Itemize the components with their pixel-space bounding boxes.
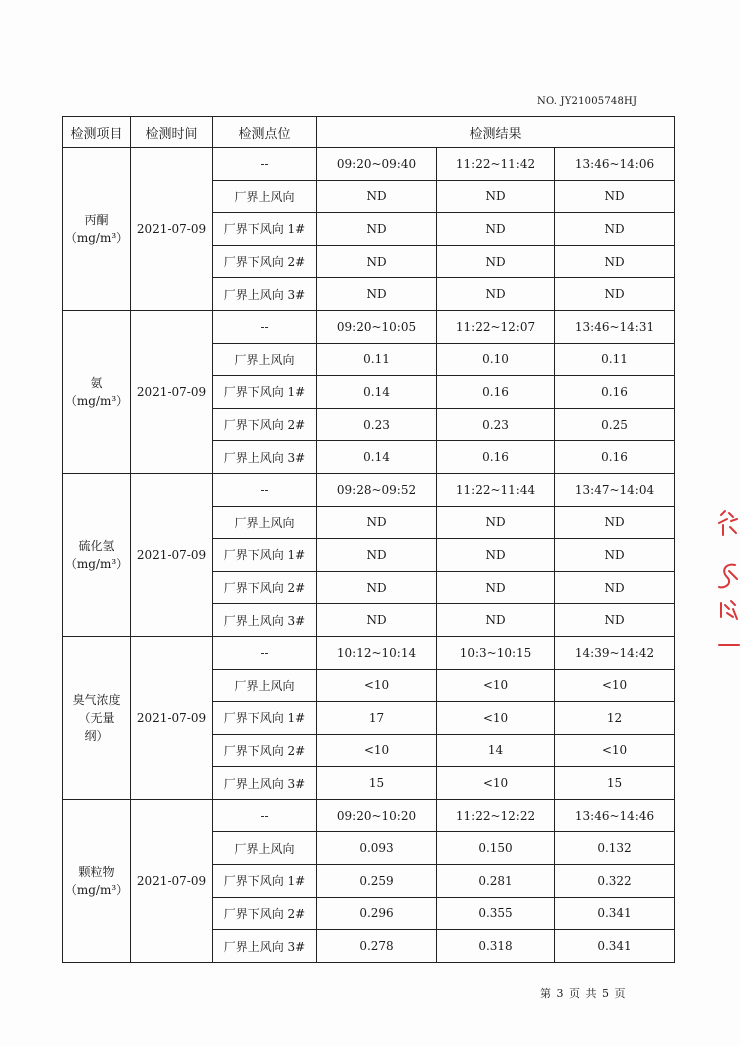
sampling-time-cell: 11:22~12:22 [437,799,555,832]
result-value-cell: 0.355 [437,897,555,930]
point-cell: 厂界下风向 1# [213,213,317,246]
test-item-cell [63,310,131,473]
test-item-text: （mg/m³） [64,556,129,571]
result-value-cell: ND [437,604,555,637]
result-value-cell: 12 [555,702,675,735]
result-value-cell: 0.093 [317,832,437,865]
result-value-cell: ND [555,506,675,539]
test-item-text: 臭气浓度 [72,692,121,707]
header-row [63,117,675,148]
result-value-cell: 17 [317,702,437,735]
sampling-time-cell: 11:22~11:44 [437,473,555,506]
result-value-cell: ND [437,539,555,572]
result-value-cell: 0.25 [555,408,675,441]
time-point-label: -- [213,636,317,669]
result-value-cell: ND [555,278,675,311]
result-value-cell: ND [437,571,555,604]
result-value-cell: <10 [555,734,675,767]
sampling-time-cell: 13:46~14:46 [555,799,675,832]
point-cell: 厂界上风向 3# [213,441,317,474]
test-date-cell: 2021-07-09 [131,799,213,962]
sampling-time-cell: 13:47~14:04 [555,473,675,506]
result-value-cell: <10 [437,767,555,800]
header-point: 检测点位 [213,117,317,148]
time-point-label: -- [213,148,317,181]
page-footer: 第 3 页 共 5 页 [540,987,627,1000]
point-cell: 厂界下风向 2# [213,897,317,930]
sampling-time-cell: 10:3~10:15 [437,636,555,669]
result-value-cell: ND [437,213,555,246]
result-value-cell: ND [437,180,555,213]
result-value-cell: 0.296 [317,897,437,930]
sampling-time-cell: 13:46~14:06 [555,148,675,181]
result-value-cell: ND [317,506,437,539]
result-value-cell: 0.278 [317,930,437,963]
group-time-row [63,310,675,343]
header-result: 检测结果 [317,117,675,148]
result-value-cell: ND [317,539,437,572]
group-time-row [63,636,675,669]
test-item-text: （mg/m³） [64,393,129,408]
result-value-cell: ND [555,180,675,213]
test-item-cell [63,148,131,311]
result-value-cell: ND [555,245,675,278]
test-item-text: 丙酮 [84,212,109,227]
test-item-text: 氨 [90,375,103,390]
point-cell: 厂界上风向 [213,832,317,865]
result-value-cell: <10 [317,669,437,702]
sampling-time-cell: 11:22~12:07 [437,310,555,343]
sampling-time-cell: 10:12~10:14 [317,636,437,669]
test-date-cell: 2021-07-09 [131,473,213,636]
point-cell: 厂界上风向 3# [213,278,317,311]
group-time-row [63,148,675,181]
result-value-cell: ND [317,213,437,246]
result-value-cell: 0.318 [437,930,555,963]
result-value-cell: 0.11 [555,343,675,376]
test-item-cell [63,636,131,799]
result-value-cell: 0.281 [437,865,555,898]
result-value-cell: 0.341 [555,897,675,930]
point-cell: 厂界下风向 2# [213,571,317,604]
result-value-cell: 0.132 [555,832,675,865]
result-value-cell: <10 [317,734,437,767]
test-date-cell: 2021-07-09 [131,310,213,473]
result-value-cell: ND [317,604,437,637]
point-cell: 厂界下风向 2# [213,734,317,767]
result-value-cell: 0.259 [317,865,437,898]
point-cell: 厂界下风向 2# [213,408,317,441]
result-value-cell: 0.150 [437,832,555,865]
sampling-time-cell: 13:46~14:31 [555,310,675,343]
sampling-time-cell: 11:22~11:42 [437,148,555,181]
test-item-text: （mg/m³） [64,882,129,897]
result-value-cell: <10 [555,669,675,702]
red-seal-fragment [715,505,740,650]
result-value-cell: 0.16 [437,376,555,409]
test-date-cell: 2021-07-09 [131,636,213,799]
time-point-label: -- [213,473,317,506]
result-value-cell: <10 [437,669,555,702]
result-value-cell: ND [555,213,675,246]
point-cell: 厂界下风向 1# [213,865,317,898]
header-item: 检测项目 [63,117,131,148]
time-point-label: -- [213,310,317,343]
result-value-cell: 0.16 [555,376,675,409]
test-item-cell [63,473,131,636]
result-value-cell: 15 [555,767,675,800]
sampling-time-cell: 09:20~10:05 [317,310,437,343]
point-cell: 厂界下风向 1# [213,702,317,735]
result-value-cell: 0.16 [437,441,555,474]
point-cell: 厂界上风向 3# [213,930,317,963]
point-cell: 厂界上风向 [213,180,317,213]
point-cell: 厂界上风向 3# [213,767,317,800]
result-value-cell: 0.322 [555,865,675,898]
test-item-text: 硫化氢 [78,538,115,553]
result-value-cell: 0.11 [317,343,437,376]
result-value-cell: ND [317,245,437,278]
result-value-cell: ND [555,604,675,637]
report-number: NO. JY21005748HJ [537,96,638,107]
point-cell: 厂界上风向 3# [213,604,317,637]
test-item-text: （无量 [78,710,115,725]
result-value-cell: ND [555,539,675,572]
header-time: 检测时间 [131,117,213,148]
point-cell: 厂界上风向 [213,669,317,702]
sampling-time-cell: 14:39~14:42 [555,636,675,669]
result-value-cell: ND [555,571,675,604]
result-value-cell: 0.23 [317,408,437,441]
point-cell: 厂界上风向 [213,343,317,376]
result-value-cell: 0.10 [437,343,555,376]
result-value-cell: 0.23 [437,408,555,441]
result-value-cell: 0.14 [317,441,437,474]
results-table [62,116,675,963]
point-cell: 厂界上风向 [213,506,317,539]
result-value-cell: ND [437,506,555,539]
result-value-cell: 14 [437,734,555,767]
sampling-time-cell: 09:28~09:52 [317,473,437,506]
group-time-row [63,799,675,832]
result-value-cell: 0.16 [555,441,675,474]
result-value-cell: ND [437,278,555,311]
group-time-row [63,473,675,506]
result-value-cell: ND [437,245,555,278]
time-point-label: -- [213,799,317,832]
result-value-cell: ND [317,571,437,604]
test-item-cell [63,799,131,962]
test-item-text: 颗粒物 [78,864,115,879]
test-item-text: 纲） [84,728,109,743]
result-value-cell: 0.341 [555,930,675,963]
result-value-cell: 0.14 [317,376,437,409]
result-value-cell: ND [317,278,437,311]
test-date-cell: 2021-07-09 [131,148,213,311]
test-item-text: （mg/m³） [64,230,129,245]
sampling-time-cell: 09:20~10:20 [317,799,437,832]
sampling-time-cell: 09:20~09:40 [317,148,437,181]
result-value-cell: 15 [317,767,437,800]
point-cell: 厂界下风向 2# [213,245,317,278]
result-value-cell: ND [317,180,437,213]
result-value-cell: <10 [437,702,555,735]
point-cell: 厂界下风向 1# [213,376,317,409]
point-cell: 厂界下风向 1# [213,539,317,572]
